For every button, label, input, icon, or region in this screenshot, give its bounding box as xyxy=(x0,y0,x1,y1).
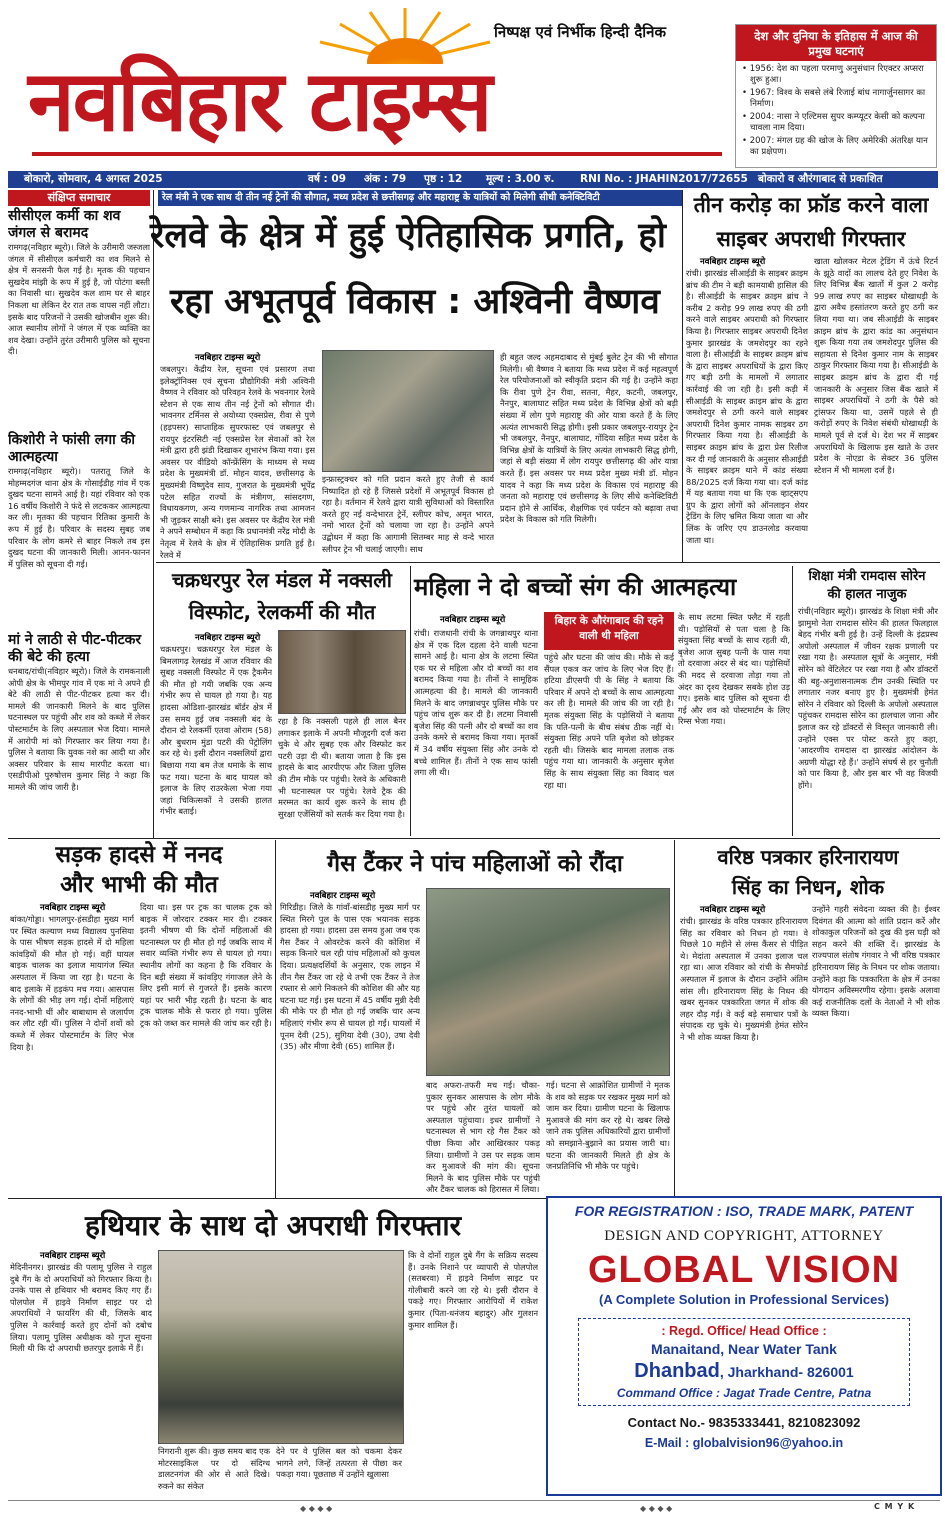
lead-kicker: रेल मंत्री ने एक साथ दी तीन नई ट्रेनों की सौगात, मध्य प्रदेश से छत्तीसगढ़ और महाराष्ट्र के यात्रियों को मिलेगी सीधी कनेक्टिविटी xyxy=(158,190,682,206)
road-headline-line-1: सड़क हादसे में ननद xyxy=(55,842,223,868)
ad-office-label: : Regd. Office/ Head Office : xyxy=(661,1324,827,1338)
obit-headline-line-2: सिंह का निधन, शोक xyxy=(731,875,885,899)
column-divider xyxy=(674,840,675,1198)
naxal-headline-line-1: चक्रधरपुर रेल मंडल में नक्सली xyxy=(172,568,392,592)
dateline-year: वर्ष : 09 xyxy=(308,173,347,185)
ad-city-rest: , Jharkhand- 826001 xyxy=(719,1364,854,1380)
cyber-column-2: खाता खोलकर मेटल ट्रेडिंग में ऊंचे रिटर्न के झूठे वादों का लालच देते हुए निवेश के लिए विभिन्न बैंक खातों में कुल 2 करोड़ 99 लाख रुपए का साइबर धोखाधड़ी के द्वारा अवैध हस्तांतरण करते हुए ठगी कर लिया गया था। जब सीआईडी के साइबर क्राइम ब्रांच के द्वारा कांड का अनुसंधान शुरू किया गया तब जमशेदपुर पुलिस की सहायता से दिनेश कुमार नाम के साइबर ठाकुर गिरफ्तार किया गया है। सीआईडी के साइबर क्राइम ब्रांच के द्वारा दी गई जानकारी के अनुसार जिस बैंक खाते में साइबर अपराधियों ने ठगी के पैसे को ट्रांसफर किया था, उसमें पहले से ही करोड़ों रुपए के निवेश संबंधी धोखाधड़ी के मामले पूर्व से दर्ज थे। देश भर में साइबर अपराधियों के खिलाफ इस खाते के उत्तर प्रदेश के नोएडा के सेक्टर 36 पुलिस स्टेशन में भी मामला दर्ज है। xyxy=(814,256,938,475)
obit-headline-line-1: वरिष्ठ पत्रकार हरिनारायण xyxy=(717,845,899,869)
brief-label: संक्षिप्त समाचार xyxy=(8,190,150,206)
education-headline-line-1: शिक्षा मंत्री रामदास सोरेन xyxy=(808,569,926,584)
ad-command: Command Office : Jagat Trade Centre, Patna xyxy=(616,1386,872,1400)
education-body: रांची(नविहार ब्यूरो)। झारखंड के शिक्षा मंत्री और झामुमो नेता रामदास सोरेन की हालत फिलहाल बेहद गंभीर बनी हुई है। उन्हें दिल्ली के इंद्रप्रस्थ अपोलो अस्पताल में जीवन रक्षक प्रणाली पर रखा गया है। अस्पताल सूत्रों के अनुसार, मंत्री सोरेन को वेंटिलेटर पर रखा गया है और डॉक्टरों की बहु-अनुशासनात्मक टीम उनकी स्थिति पर लगातार नजर बनाए हुए है। मुख्यमंत्री हेमंत सोरेन ने रविवार को दिल्ली के अपोलो अस्पताल पहुंचकर रामदास सोरेन का हालचाल जाना और इलाज कर रहे डॉक्टरों से विस्तृत जानकारी ली। उन्होंने एक्स पर पोस्ट करते हुए कहा, 'आदरणीय रामदास दा झारखंड आंदोलन के अग्रणी योद्धा रहे हैं।' उन्होंने संघर्ष से हर चुनौती को पार किया है, और इस बार भी वह विजयी होंगे। xyxy=(798,606,938,790)
arrest-headline: हथियार के साथ दो अपराधी गिरफ्तार xyxy=(84,1209,462,1242)
ad-email: E-Mail : globalvision96@yahoo.in xyxy=(644,1436,844,1450)
road-headline-line-2: और भाभी की मौत xyxy=(60,872,218,898)
history-item: • 2004: नासा ने एल्टिमस सुपर कम्प्यूटर केसी को कल्पना चावला नाम दिया। xyxy=(742,112,925,133)
naxal-byline: नवबिहार टाइम्स ब्यूरो xyxy=(195,633,261,643)
road-column-1: बांका/गोड्डा। भागलपुर-हंसडीहा मुख्य मार्ग पर स्थित कल्याण मध्य विद्यालय पुनसिया के पास भीषण सड़क हादसे में दो महिला कांवड़ियों की मौत हो गई। वहीं घायल बाइक चालक का इलाज मायागंज स्थित अस्पताल में किया जा रहा है। घटना के बाद इलाके में हड़कंप मच गया। आसपास के लोगों की भीड़ लग गई। दोनों महिलाएं ननद-भाभी थीं और बाबाधाम से जलार्पण कर लौट रही थीं। पुलिस ने दोनों शवों को कब्जे में लेकर पोस्टमार्टम के लिए भेज दिया है। xyxy=(10,914,134,1052)
ad-subtitle: (A Complete Solution in Professional Services) xyxy=(599,1292,889,1307)
registration-mark-icon: ◆ ◆ ◆ ◆ xyxy=(300,1504,333,1513)
cyber-headline-line-1: तीन करोड़ का फ्रॉड करने वाला xyxy=(693,193,929,217)
history-heading: देश और दुनिया के इतिहास में आज की प्रमुख घटनाएं xyxy=(736,25,936,61)
education-headline-line-2: की हालत नाजुक xyxy=(827,587,907,602)
ad-office-box xyxy=(578,1318,910,1406)
naxal-column-1: चक्रधरपुर। चक्रधरपुर रेल मंडल के बिमलागढ़ रेलखंड में आज रविवार की सुबह नक्सली विस्फोट में एक ट्रैकमैन की मौत हो गयी जबकि एक अन्य गंभीर रूप से घायल हो गया है। यह हादसा ओडिशा-झारखंड बॉर्डर क्षेत्र में उस समय हुई जब नक्सली बंद के दौरान दो रेलकर्मी एतवा ओराम (58) और बुधराम मुंडा पटरी की पेट्रोलिंग कर रहे थे। इसी दौरान नक्सलियों द्वारा बिछाया गया बम तेज धमाके के साथ फट गया। घटना के बाद घायल को इलाज के लिए राउरकेला भेजा गया जहां चिकित्सकों ने उसकी हालत गंभीर बताई। xyxy=(160,644,272,817)
dateline-bar xyxy=(8,171,938,188)
ad-city xyxy=(579,1359,909,1385)
footer-rule xyxy=(8,1500,940,1501)
brief-headline-1: सीसीएल कर्मी का शव जंगल से बरामद xyxy=(8,208,121,241)
obit-column-2: उन्होंने गहरी संवेदना व्यक्त की है। ईश्वर दिवंगत की आत्मा को शांति प्रदान करें और शोकाकुल परिजनों को दुख की इस घड़ी को सहन करने की शक्ति दें। झारखंड के राज्यपाल संतोष गंगवार ने भी वरिष्ठ पत्रकार हरिनारायण सिंह के निधन पर शोक जताया। उन्होंने कहा कि पत्रकारिता के क्षेत्र में उनका योगदान अविस्मरणीय रहेगा। इसके अलावा कई राजनीतिक दलों के नेताओं ने भी शोक व्यक्त किया। xyxy=(812,904,940,1019)
dateline-rni: RNI No. : JHAHIN2017/72655 xyxy=(580,173,748,185)
section-divider xyxy=(156,562,940,563)
global-vision-ad xyxy=(546,1196,942,1496)
naxal-column-2: रहा है कि नक्सली पहले ही लाल बैनर लगाकर इलाके में अपनी मौजूदगी दर्ज करा चुके थे और सुबह एक और विस्फोट कर पटरी उड़ा दी थी। बताया जाता है कि इस हादसे के बाद आरपीएफ और जिला पुलिस की टीम मौके पर पहुंची। रेलवे के अधिकारी भी घटनास्थल पर पहुंचे। रेलवे ट्रैक की मरम्मत का कार्य शुरू करने के साथ ही सुरक्षा एजेंसियों को सतर्क कर दिया गया है। xyxy=(278,716,406,819)
ad-brand: GLOBAL VISION xyxy=(587,1249,901,1291)
brief-body-1: रामगढ़(नविहार ब्यूरो)। जिले के उरीमारी जस्जला जंगल में सीसीएल कर्मचारी का शव मिलने से क्षेत्र में सनसनी फैल गई है। मृतक की पहचान सुखदेव मांझी के रूप में हुई है, जो पोटंगा बस्ती का निवासी था। सुखदेव कल शाम घर से बाहर निकला था लेकिन देर रात तक वापस नहीं लौटा। इसके बाद परिजनों ने उसकी खोजबीन शुरू की। आज स्थानीय लोगों ने जंगल में एक व्यक्ति का शव देखा। उन्होंने तुरंत उरीमारी पुलिस को सूचना दी। xyxy=(8,242,150,357)
lead-column-3: ही बहुत जल्द अहमदाबाद से मुंबई बुलेट ट्रेन की भी सौगात मिलेगी। श्री वैष्णव ने बताया कि मध्य प्रदेश में कई महत्वपूर्ण रेल परियोजनाओं को स्वीकृति प्रदान की गई है। उन्होंने कहा कि रीवा पुणे ट्रेन रीवा, सतना, मैहर, कटनी, जबलपुर, नैनपुर, बालाघाट सहित मध्य प्रदेश के विभिन्न क्षेत्रों को बड़ी संख्या में लोग पुणे महाराष्ट्र की ओर यात्रा करते हैं के लिए अत्यंत लाभकारी सिद्ध होगी। इसी प्रकार जबलपुर-रायपुर ट्रेन भी जबलपुर, नैनपुर, बालाघाट, गोंदिया सहित मध्य प्रदेश के विभिन्न क्षेत्रों के यात्रियों के लिए अत्यंत लाभकारी सिद्ध होगी, जहां से बड़ी संख्या में लोग रायपुर छत्तीसगढ़ की ओर यात्रा करते हैं। इस अवसर पर मध्य प्रदेश मुख्य मंत्री डॉ. मोहन यादव ने कहा कि मध्य प्रदेश के विकास एवं महाराष्ट्र की जनता को महाराष्ट्र एवं छत्तीसगढ़ के लिए सीधे कनेक्टिविटी प्रदान होने से आर्थिक, शैक्षणिक एवं पर्यटन को बढ़ावा तथा प्रदेश के विकास को गति मिलेगी। xyxy=(500,352,678,525)
history-item: • 1956: देश का पहला परमाणु अनुसंधान रिएक्टर अप्सरा शुरू हुआ। xyxy=(742,64,924,85)
history-list xyxy=(736,61,936,158)
dateline-place-date: बोकारो, सोमवार, 4 अगस्त 2025 xyxy=(24,173,163,185)
dateline-pages: पृष्ठ : 12 xyxy=(424,173,463,185)
road-column-2: दिया था। इस पर ट्रक का चालक ट्रक को बाइक में जोरदार टक्कर मार दी। टक्कर इतनी भीषण थी कि दोनों महिलाओं की घटनास्थल पर ही मौत हो गई जबकि साथ में सवार व्यक्ति गंभीर रूप से घायल हो गया। स्थानीय लोगों का कहना है कि रविवार के दिन बड़ी संख्या में कांवड़िए गंगाजल लेने के लिए इसी मार्ग से गुजरते हैं। इसके कारण यहां पर भारी भीड़ रहती है। घटना के बाद ट्रक चालक मौके से फरार हो गया। पुलिस ट्रक को जब्त कर मामले की जांच कर रही है। xyxy=(140,902,272,1028)
masthead-underline xyxy=(32,152,722,156)
history-box xyxy=(735,24,937,168)
column-divider xyxy=(410,566,411,836)
ad-contact: Contact No.- 9835333441, 8210823092 xyxy=(627,1415,861,1430)
brief-column xyxy=(8,190,150,838)
suicide-column-3: के साथ लटमा स्थित फ्लैट में रहती थी। पड़ोसियों से पता चला है कि संयुक्ता सिंह बच्चों के साथ रहती थी, बृजेश आज सुबह पत्नी के पास गया तो दरवाजा अंदर से बंद था। पड़ोसियों की मदद से दरवाजा तोड़ा गया तो अंदर का दृश्य देखकर सबके होश उड़ गए। इसके बाद पुलिस को सूचना दी गई और शव को पोस्टमार्टम के लिए रिम्स भेजा गया। xyxy=(678,612,790,727)
ad-address: Manaitand, Near Water Tank xyxy=(651,1341,837,1357)
arrest-column-3: देने पर वे पुलिस बल को चकमा देकर भागने लगे, जिन्हें तत्परता से पीछा कर पकड़ा गया। पूछताछ में उन्होंने खुलासा xyxy=(276,1446,402,1480)
cyber-column-1: रांची। झारखंड सीआईडी के साइबर क्राइम ब्रांच की टीम ने बड़ी कामयाबी हासिल की है। सीआईडी के साइबर क्राइम ब्रांच ने करीब 2 करोड़ 99 लाख रुपए की ठगी करने वाले साइबर अपराधी को गिरफ्तार किया है। गिरफ्तार साइबर अपराधी दिनेश कुमार झारखंड के जमशेदपुर का रहने वाला है। सीआईडी के साइबर क्राइम ब्रांच के द्वारा साइबर अपराधियों के द्वारा किए गए बड़ी ठगी के मामलों में लगातार कार्रवाई की जा रही है। इसी कड़ी में सीआईडी के साइबर क्राइम ब्रांच के द्वारा जमशेदपुर से ठगी करने वाले साइबर अपराधी दिनेश कुमार नामक साइबर ठग गिरफ्तार किया गया है। सीआईडी के साइबर क्राइम ब्रांच के द्वारा प्रेस रिलीज कर दी गई जानकारी के अनुसार सीआईडी के साइबर क्राइम थाने में कांड संख्या 88/2025 दर्ज किया गया था। दर्ज कांड में यह बताया गया था कि एक व्हाट्सएप ग्रुप के द्वारा लोगों को ऑनलाइन शेयर ट्रेडिंग के लिए भ्रमित किया जाता था और लिंक के जरिए एप डाउनलोड करवाया जाता था। xyxy=(686,268,808,545)
ad-design: DESIGN AND COPYRIGHT, ATTORNEY xyxy=(604,1228,884,1244)
arrest-photo xyxy=(158,1250,404,1444)
masthead-tagline: निष्पक्ष एवं निर्भीक हिन्दी दैनिक xyxy=(494,23,667,41)
gas-column-1: गिरिडीह। जिले के गांवाँ-बांसडीह मुख्य मार्ग पर स्थित मिरगे पुल के पास एक भयानक सड़क हादसा हो गया। हादसा उस समय हुआ जब एक गैस टैंकर ने ओवरटेक करने की कोशिश में सड़क किनारे चल रही पांच महिलाओं को कुचल दिया। प्रत्यक्षदर्शियों के अनुसार, एक लाइन में तीन गैस टैंकर जा रहे थे तभी एक टैंकर ने तेज रफ्तार से आगे निकलने की कोशिश की और यह घटना घट गई। इस घटना में 45 वर्षीय मुन्नी देवी की मौके पर ही मौत हो गई जबकि चार अन्य महिलाएं गंभीर रूप से घायल हो गईं। घायलों में पूनम देवी (25), सुगिया देवी (30), उषा देवी (35) और मीणा देवी (65) शामिल हैं। xyxy=(280,902,420,1052)
lead-headline-line-1: रेलवे के क्षेत्र में हुई ऐतिहासिक प्रगति, हो xyxy=(150,216,667,256)
dateline-issue: अंक : 79 xyxy=(364,173,407,185)
cyber-byline: नवबिहार टाइम्स ब्यूरो xyxy=(700,257,766,267)
ad-registration: FOR REGISTRATION : ISO, TRADE MARK, PATENT xyxy=(574,1203,914,1219)
dateline-published: बोकारो व औरंगाबाद से प्रकाशित xyxy=(758,173,883,185)
brief-headline-2: किशोरी ने फांसी लगा की आत्महत्या xyxy=(8,432,136,465)
obit-column-1: रांची। झारखंड के वरिष्ठ पत्रकार हरिनारायण सिंह का रविवार को निधन हो गया। वे पिछले 10 महीने से लंग्स कैंसर से पीड़ित थे। मेदांता अस्पताल में उनका इलाज चल रहा था। आज रविवार को रांची के सैमफोर्ड अस्पताल में इलाज के दौरान उन्होंने अंतिम सांस ली। हरिनारायण सिंह के निधन की खबर सुनकर पत्रकारिता जगत में शोक की लहर दौड़ गई। वे कई बड़े समाचार पत्रों के संपादक रह चुके थे। मुख्यमंत्री हेमंत सोरेन ने भी शोक व्यक्त किया है। xyxy=(680,916,808,1042)
registration-mark-icon: ◆ ◆ ◆ ◆ xyxy=(640,1504,673,1513)
arrest-column-4: कि वे दोनों राहुल दुबे गैंग के सक्रिय सदस्य हैं। उनके निशाने पर व्यापारी से पोलपोल (सतबरवा) में हाइवे निर्माण साइट पर गोलीबारी करने जा रहे थे। इसी दौरान वे पकड़े गए। गिरफ्तार आरोपियों में राकेश कुमार (पिता-धनंजय बहादुर) और गुलशन कुमार शामिल हैं। xyxy=(408,1250,538,1330)
arrest-byline: नवबिहार टाइम्स ब्यूरो xyxy=(40,1251,106,1261)
road-byline: नवबिहार टाइम्स ब्यूरो xyxy=(40,903,106,913)
brief-headline-3: मां ने लाठी से पीट-पीटकर की बेटे की हत्या xyxy=(8,632,142,665)
lead-photo xyxy=(322,350,494,472)
suicide-column-1: रांची। राजधानी रांची के जगन्नाथपुर थाना क्षेत्र में एक दिल दहला देने वाली घटना सामने आई है। थाना क्षेत्र के लटमा स्थित एक घर से महिला और दो बच्चों का शव बरामद किया गया है। तीनों ने सामूहिक आत्महत्या की है। मामले की जानकारी मिलने के बाद जगन्नाथपुर पुलिस मौके पर पहुंच जांच शुरू कर दी है। लटमा निवासी बृजेश सिंह की पत्नी और दो बच्चों का शव उनके कमरे से बरामद किया गया। मृतकों में 34 वर्षीय संयुक्ता सिंह और उनके दो बच्चे शामिल हैं। तीनों ने एक साथ फांसी लगा ली थी। xyxy=(414,628,538,778)
ad-city-big: Dhanbad xyxy=(634,1360,720,1382)
history-item: • 1967: विश्व के सबसे लंबे रिजाई बांध नागार्जुनसागर का निर्माण। xyxy=(742,88,926,109)
suicide-column-2: पहुंचे और घटना की जांच की। मौके से कई सैंपल एकत्र कर जांच के लिए भेज दिए हैं। हटिया डीएसपी पी के सिंह ने बताया कि परिवार में अपने दो बच्चों के साथ आत्महत्या कर ली है। मामले की जांच की जा रही है। मृतक संयुक्ता सिंह के पड़ोसियों ने बताया कि पति-पत्नी के बीच संबंध ठीक नहीं थे। संयुक्ता सिंह अपने पति बृजेश को छोड़कर रहती थी। जिसके बाद मामला तलाक तक पहुंच गया था। जानकारी के अनुसार बृजेश सिंह के साथ संयुक्ता सिंह का विवाद चल रहा था। xyxy=(544,652,674,790)
lead-headline-line-2: रहा अभूतपूर्व विकास : अश्विनी वैष्णव xyxy=(170,282,660,322)
column-divider xyxy=(792,566,793,836)
gas-column-3: गई। घटना से आक्रोशित ग्रामीणों ने मृतक के शव को सड़क पर रखकर मुख्य मार्ग को जाम कर दिया। ग्रामीण घटना के खिलाफ मुआवजे की मांग कर रहे थे। खबर लिखे जाने तक पुलिस अधिकारियों द्वारा ग्रामीणों को समझाने-बुझाने का प्रयास जारी था। घटना की जानकारी मिलते ही क्षेत्र के जनप्रतिनिधि भी मौके पर पहुंचे। xyxy=(546,1080,670,1172)
history-item: • 2007: मंगल ग्रह की खोज के लिए अमेरिकी अंतरिक्ष यान का प्रक्षेपण। xyxy=(742,136,928,157)
column-divider xyxy=(153,190,154,838)
section-divider xyxy=(8,838,940,839)
cmyk-strip: C M Y K xyxy=(874,1502,916,1511)
gas-headline: गैस टैंकर ने पांच महिलाओं को रौंदा xyxy=(327,851,623,877)
cyber-headline-line-2: साइबर अपराधी गिरफ्तार xyxy=(716,227,906,251)
masthead-title: नवबिहार टाइम्स xyxy=(28,52,491,150)
arrest-column-2: निगरानी शुरू की। कुछ समय बाद एक मोटरसाइकिल पर दो संदिग्ध डालटनगंज की ओर से आते दिखे। रुकने का संकेत xyxy=(158,1446,270,1491)
gas-column-2: बाद अफरा-तफरी मच गई। चौका-पुकार सुनकर आसपास के लोग मौके पर पहुंचे और तुरंत घायलों को अस्पताल पहुंचाया। इधर ग्रामीणों ने घटनास्थल से भाग रहे गैस टैंकर को पीछा किया और आखिरकार पकड़ लिया। ग्रामीणों ने उस पर सड़क जाम कर मुआवजे की मांग की। सूचना मिलने के बाद पुलिस मौके पर पहुंची और टैंकर चालक को हिरासत में लिया। xyxy=(426,1080,540,1195)
brief-body-2: रामगढ़(नविहार ब्यूरो)। पतरातू जिले के मोहम्मदगंज थाना क्षेत्र के गोसाईडीह गांव में एक दुखद घटना सामने आई है। यहां रविवार को एक 16 वर्षीय किशोरी ने फंदे से लटककर आत्महत्या कर ली। मृतका की पहचान रितिका कुमारी के रूप में हुई है। परिवार के सदस्य सुबह जब परिवार के लोग कमरे से बाहर निकले तब इस दुखद घटना की जानकारी मिली। आनन-फानन में पुलिस को सूचना दी गई। xyxy=(8,466,150,569)
naxal-photo xyxy=(278,630,406,714)
brief-body-3: धनबाद/रांची(नविहार ब्यूरो)। जिले के रामकनाली ओपी क्षेत्र के भीमपुर गांव में एक मां ने अपने ही बेटे की लाठी से पीट-पीटकर हत्या कर दी। मामले की जानकारी मिलने के बाद पुलिस घटनास्थल पर पहुंची और शव को कब्जे में लेकर पोस्टमार्टम के लिए अस्पताल भेज दिया। मामले में आरोपी मां को गिरफ्तार कर लिया गया है। पुलिस ने बताया कि युवक नशे का आदी था और अक्सर परिवार के साथ मारपीट करता था। एसडीपीओ पुरुषोत्तम कुमार सिंह ने कहा कि मामले की जांच जारी है। xyxy=(8,666,150,792)
suicide-tag: बिहार के औरंगाबाद की रहने वाली थी महिला xyxy=(544,612,674,650)
gas-byline: नवबिहार टाइम्स ब्यूरो xyxy=(310,891,376,901)
lead-column-2: इन्फ्रास्ट्रक्चर को गति प्रदान करते हुए तेजी से कार्य निष्पादित हो रहे हैं जिससे प्रदेशों में अभूतपूर्व विकास हो रहा है। वर्तमान में रेलवे द्वारा यात्री सुविधाओं को विस्तारित करते हुए नई वन्देभारत ट्रेनें, स्लीपर कोच, अमृत भारत, नमो भारत ट्रेनों को चलाया जा रहा है। उन्होंने अपने उद्बोधन में कहा कि आगामी सितम्बर माह से वन्दे भारत स्लीपर ट्रेन भी चलाई जाएगी। साथ xyxy=(322,474,494,554)
lead-byline: नवबिहार टाइम्स ब्यूरो xyxy=(195,353,261,363)
gas-photo xyxy=(426,888,670,1076)
suicide-byline: नवबिहार टाइम्स ब्यूरो xyxy=(440,615,506,625)
dateline-price: मूल्य : 3.00 रु. xyxy=(486,173,555,185)
arrest-column-1: मेदिनीनगर। झारखंड की पलामू पुलिस ने राहुल दुबे गैंग के दो अपराधियों को गिरफ्तार किया है। उनके पास से हथियार भी बरामद किए गए हैं। पोलपोल में हाइवे निर्माण साइट पर दो अपराधियों ने फायरिंग की थी, जिसके बाद पुलिस ने कार्रवाई करते हुए दोनों को दबोच लिया। पलामू पुलिस अधीक्षक को गुप्त सूचना मिली थी कि दो अपराधी छतरपुर इलाके में हैं। xyxy=(10,1262,152,1354)
suicide-headline: महिला ने दो बच्चों संग की आत्महत्या xyxy=(414,573,737,601)
lead-column-1: जबलपुर। केंद्रीय रेल, सूचना एवं प्रसारण तथा इलेक्ट्रॉनिक्स एवं सूचना प्रौद्योगिकी मंत्री अश्विनी वैष्णव ने रविवार को परिवहन रेलवे के भवनगार रेलवे स्टेशन से एक साथ तीन नई ट्रेनों को सौगात दी। भावनगर टर्मिनस से अयोध्या एक्सप्रेस, रीवा से पुणे (हड़पसर) साप्ताहिक सुपरफास्ट एवं जबलपुर से रायपुर इंटरसिटी नई एक्सप्रेस रेल सेवाओं को रेल मंत्री द्वारा हरी झंडी दिखाकर शुभारंभ किया गया। इस अवसर पर वीडियो कॉन्फ्रेंसिंग के माध्यम से मध्य प्रदेश के मुख्यमंत्री डॉ. मोहन यादव, छत्तीसगढ़ के मुख्यमंत्री विष्णुदेव साय, गुजरात के मुख्यमंत्री भूपेंद्र पटेल सहित राज्यों के मंत्रीगण, सांसदगण, विधायकगण, अन्य गणमान्य नागरिक तथा आमजन भी जुड़कर साक्षी बने। इस अवसर पर केंद्रीय रेल मंत्री ने अपने सम्बोधन में कहा कि प्रधानमंत्री नरेंद्र मोदी के नेतृत्व में रेलवे के क्षेत्र में ऐतिहासिक प्रगति हुई है। रेलवे में xyxy=(160,364,315,560)
masthead xyxy=(0,0,945,170)
obit-byline: नवबिहार टाइम्स ब्यूरो xyxy=(700,905,766,915)
naxal-headline-line-2: विस्फोट, रेलकर्मी की मौत xyxy=(188,600,376,624)
column-divider xyxy=(275,840,276,1198)
